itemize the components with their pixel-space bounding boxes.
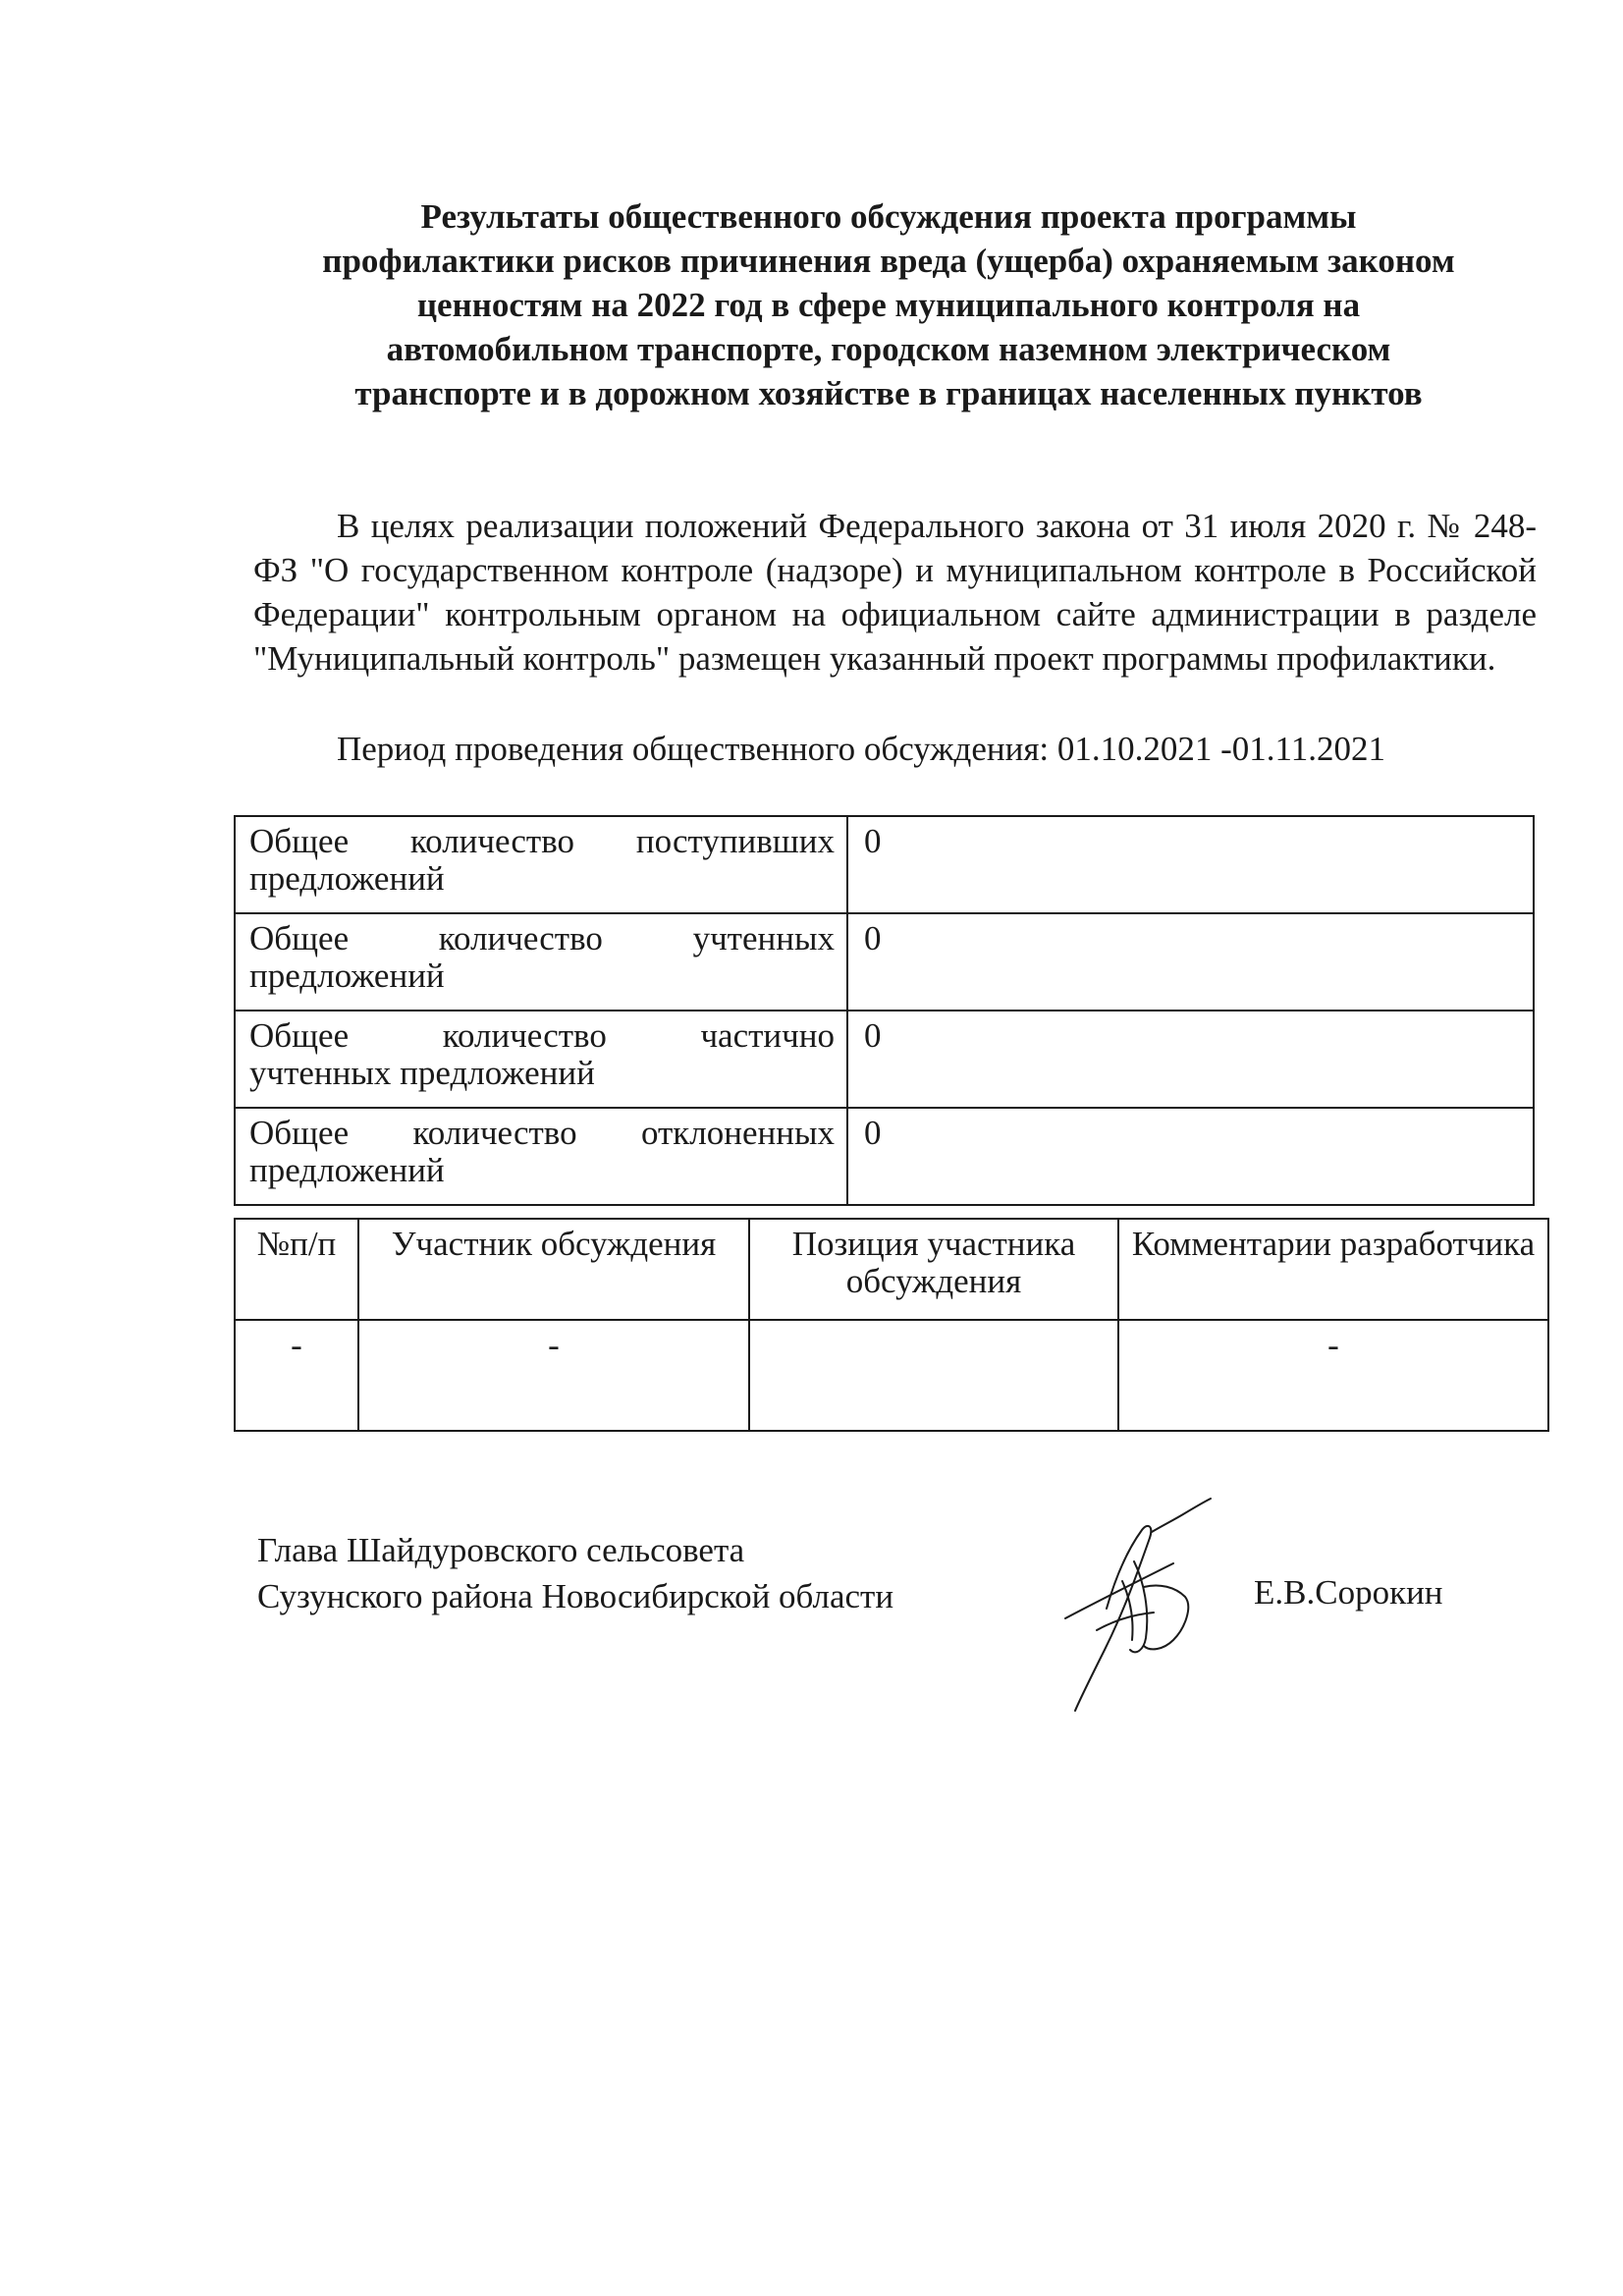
handwritten-signature — [1036, 1493, 1217, 1714]
table-cell: - — [235, 1320, 358, 1431]
intro-paragraph: В целях реализации положений Федерального закона от 31 июля 2020 г. № 248-ФЗ "О государственном контроле (надзоре) и муниципальном контроле в Российской Федерации" контрольным органом на официальном сайте администрации в разделе "Муниципальный контроль" размещен указанный проект программы профилактики. — [253, 507, 1537, 678]
stat-label-line: Общее количество поступивших — [249, 822, 835, 860]
title-line: профилактики рисков причинения вреда (ущерба) охраняемым законом — [322, 242, 1455, 280]
stat-label — [235, 913, 847, 1011]
title-line: Результаты общественного обсуждения проекта программы — [420, 197, 1357, 236]
stat-value: 0 — [847, 1108, 1534, 1205]
stat-label-line: Общее количество учтенных — [249, 919, 835, 957]
signatory-position — [257, 1527, 893, 1619]
stat-label — [235, 1011, 847, 1108]
title-line: ценностям на 2022 год в сфере муниципального контроля на — [416, 286, 1361, 324]
stat-label — [235, 816, 847, 913]
table-header-row — [235, 1219, 1548, 1320]
signer-name: Е.В.Сорокин — [1254, 1573, 1443, 1612]
column-header-participant: Участник обсуждения — [358, 1219, 749, 1320]
table-row — [235, 1108, 1534, 1205]
table-row — [235, 1320, 1548, 1431]
table-cell: - — [358, 1320, 749, 1431]
table-cell: - — [1118, 1320, 1548, 1431]
proposals-summary-table — [234, 815, 1535, 1206]
position-line: Глава Шайдуровского сельсовета — [257, 1531, 745, 1569]
stat-label — [235, 1108, 847, 1205]
stat-value: 0 — [847, 1011, 1534, 1108]
stat-label-line: Общее количество отклоненных — [249, 1114, 835, 1152]
table-row — [235, 1011, 1534, 1108]
table-cell — [749, 1320, 1118, 1431]
table-row — [235, 913, 1534, 1011]
title-line: транспорте и в дорожном хозяйстве в границах населенных пунктов — [354, 374, 1423, 412]
stat-label-line: Общее количество частично — [249, 1016, 835, 1055]
participants-table — [234, 1218, 1549, 1432]
position-line: Сузунского района Новосибирской области — [257, 1577, 894, 1615]
column-header-comments: Комментарии разработчика — [1118, 1219, 1548, 1320]
stat-label-line: предложений — [249, 957, 445, 995]
stat-label-line: предложений — [249, 859, 445, 898]
stat-value: 0 — [847, 913, 1534, 1011]
table-row — [235, 816, 1534, 913]
stat-label-line: предложений — [249, 1151, 445, 1189]
document-title — [226, 194, 1551, 415]
title-line: автомобильном транспорте, городском наземном электрическом — [386, 330, 1391, 368]
column-header-position: Позиция участника обсуждения — [749, 1219, 1118, 1320]
stat-label-line: учтенных предложений — [249, 1054, 595, 1092]
stat-value: 0 — [847, 816, 1534, 913]
column-header-number: №п/п — [235, 1219, 358, 1320]
discussion-period: Период проведения общественного обсуждения: 01.10.2021 -01.11.2021 — [337, 730, 1385, 768]
